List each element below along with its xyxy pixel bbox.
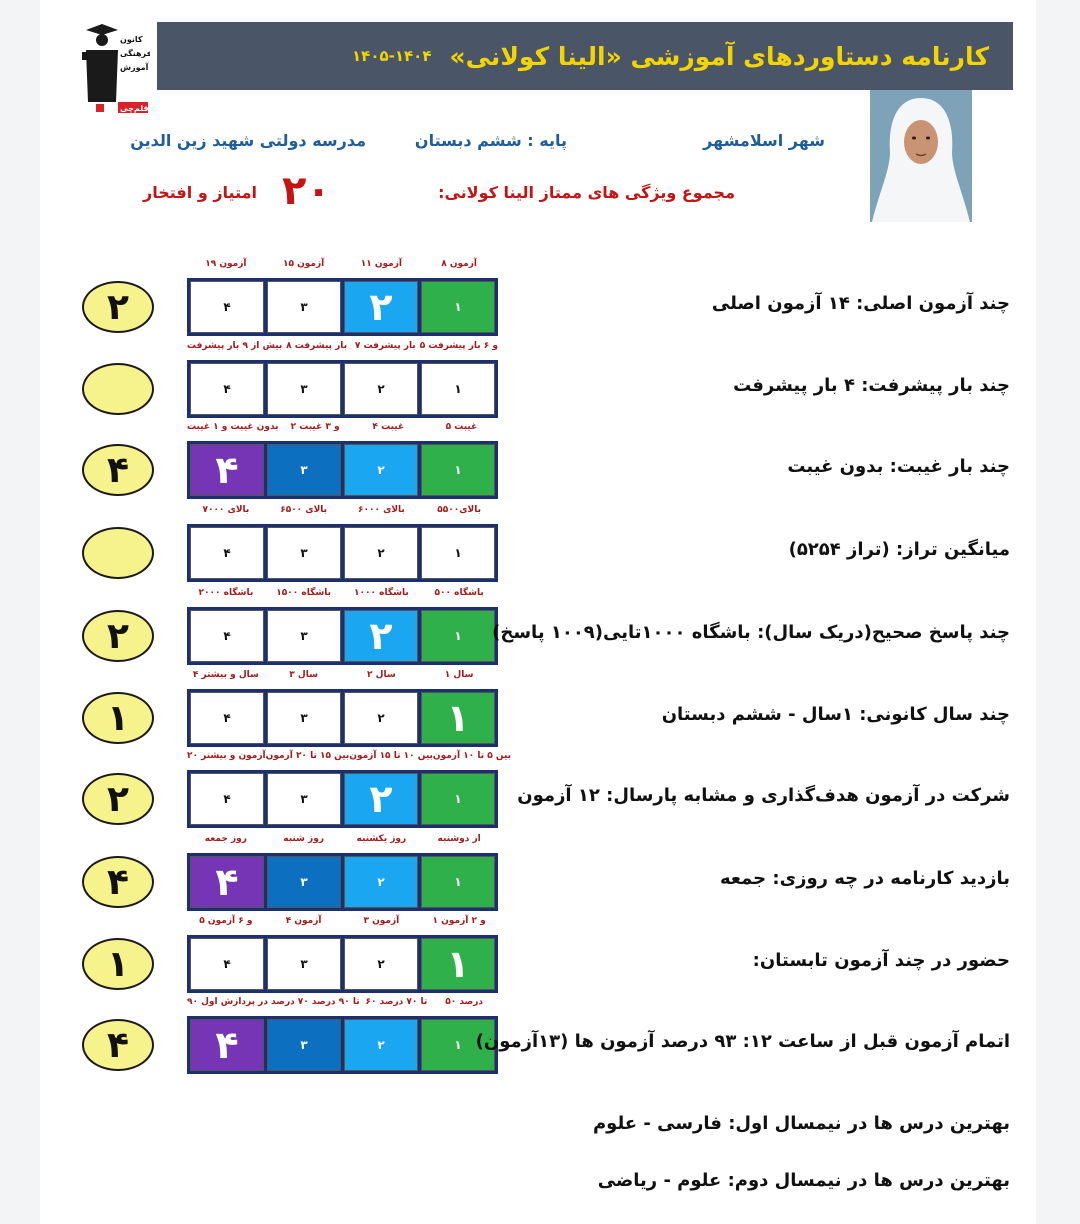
level-cell-1: ۱ <box>421 363 495 415</box>
row-score-circle: ۲ <box>82 610 154 662</box>
logo-line-2: فرهنگی <box>120 49 150 58</box>
scale-label: بیش از ۹ بار پیشرفت <box>187 341 283 351</box>
scale-label: ۵ غیبت <box>445 422 478 432</box>
level-grid <box>187 524 498 582</box>
level-cell-2: ۲ <box>344 444 418 496</box>
scale-label: ۱ سال <box>444 670 474 680</box>
row-scale-labels <box>187 670 498 684</box>
logo-line-3: آموزش <box>120 63 149 72</box>
scale-label: باشگاه ۲۰۰۰ <box>198 588 254 598</box>
row-score-circle: ۱ <box>82 938 154 990</box>
level-cell-2: ۲ <box>344 610 418 662</box>
scale-label: بالای۵۵۰۰ <box>437 505 481 515</box>
level-grid <box>187 770 498 828</box>
row-question: چند پاسخ صحیح(دریک سال): باشگاه ۱۰۰۰تایی(۱۰۰۹ پاسخ) <box>492 622 1010 643</box>
row-score-circle: ۴ <box>82 444 154 496</box>
scale-label: ۱۱ آزمون <box>360 259 403 269</box>
level-cell-2: ۲ <box>344 773 418 825</box>
scale-label: باشگاه ۱۵۰۰ <box>276 588 331 598</box>
level-cell-1: ۱ <box>421 527 495 579</box>
best-subjects-second-term: بهترین درس ها در نیمسال دوم: علوم - ریاضی <box>597 1170 1010 1191</box>
level-grid <box>187 441 498 499</box>
scale-label: ۷۰ تا ۹۰ درصد <box>297 997 360 1007</box>
scale-label: ۱۹ آزمون <box>205 259 247 269</box>
level-cell-4: ۴ <box>190 363 264 415</box>
level-cell-1: ۱ <box>421 1019 495 1071</box>
scale-label: بین ۱۰ تا ۱۵ آزمون <box>349 751 433 761</box>
level-cell-2: ۲ <box>344 363 418 415</box>
scale-label: بین ۱۵ تا ۲۰ آزمون <box>265 751 350 761</box>
scale-label: ۶۰ تا ۷۰ درصد <box>365 997 428 1007</box>
level-cell-3: ۳ <box>267 1019 341 1071</box>
scale-label: ۸ آزمون <box>441 259 478 269</box>
level-cell-2: ۲ <box>344 938 418 990</box>
row-scale-labels <box>187 341 498 355</box>
row-question: چند آزمون اصلی: ۱۴ آزمون اصلی <box>711 293 1010 314</box>
scale-label: روز شنبه <box>283 834 324 844</box>
level-cell-1: ۱ <box>421 444 495 496</box>
level-grid <box>187 853 498 911</box>
title-bar <box>157 22 1013 90</box>
level-cell-2: ۲ <box>344 281 418 333</box>
row-scale-labels <box>187 834 498 848</box>
scale-label: روز یکشنبه <box>356 834 407 844</box>
level-cell-4: ۴ <box>190 856 264 908</box>
scale-label: ۵۰ درصد <box>445 997 484 1007</box>
scale-label: ۱ و ۲ آزمون <box>432 916 486 926</box>
row-score-circle <box>82 527 154 579</box>
logo-line-4: قلم‌چی <box>120 104 149 113</box>
row-question: چند بار غیبت: بدون غیبت <box>787 456 1010 477</box>
level-cell-2: ۲ <box>344 1019 418 1071</box>
level-cell-4: ۴ <box>190 1019 264 1071</box>
row-score-circle: ۴ <box>82 856 154 908</box>
row-score-circle: ۲ <box>82 773 154 825</box>
level-cell-3: ۳ <box>267 363 341 415</box>
level-cell-1: ۱ <box>421 938 495 990</box>
level-cell-4: ۴ <box>190 527 264 579</box>
row-question: چند سال کانونی: ۱سال - ششم دبستان <box>661 704 1010 725</box>
row-question: حضور در چند آزمون تابستان: <box>752 950 1010 971</box>
row-score-circle: ۴ <box>82 1019 154 1071</box>
level-cell-2: ۲ <box>344 527 418 579</box>
student-grade: پایه : ششم دبستان <box>414 131 567 150</box>
row-question: شرکت در آزمون هدف‌گذاری و مشابه پارسال: ۱۲ آزمون <box>517 785 1010 806</box>
level-cell-4: ۴ <box>190 281 264 333</box>
scale-label: ۹۰ درصد در پردازش اول <box>187 997 295 1007</box>
row-question: چند بار پیشرفت: ۴ بار پیشرفت <box>733 375 1010 396</box>
row-scale-labels <box>187 422 498 436</box>
level-cell-1: ۱ <box>421 773 495 825</box>
scale-label: ۱۵ آزمون <box>282 259 325 269</box>
scale-label: بدون غیبت و ۱ غیبت <box>187 422 279 432</box>
row-scale-labels <box>187 259 498 273</box>
level-cell-4: ۴ <box>190 444 264 496</box>
best-subjects-first-term: بهترین درس ها در نیمسال اول: فارسی - علوم <box>592 1113 1010 1134</box>
student-city: شهر اسلامشهر <box>703 131 825 150</box>
row-score-circle: ۲ <box>82 281 154 333</box>
scale-label: ۴ غیبت <box>372 422 405 432</box>
level-cell-4: ۴ <box>190 610 264 662</box>
level-grid <box>187 689 498 747</box>
student-school: مدرسه دولتی شهید زین الدین <box>130 131 366 150</box>
level-cell-3: ۳ <box>267 281 341 333</box>
logo-line-1: کانون <box>120 35 143 44</box>
level-cell-2: ۲ <box>344 692 418 744</box>
level-cell-1: ۱ <box>421 692 495 744</box>
scale-label: ۸ بار پیشرفت <box>286 341 348 351</box>
scale-label: بین ۵ تا ۱۰ آزمون <box>432 751 512 761</box>
level-grid <box>187 360 498 418</box>
scale-label: ۵ و ۶ آزمون <box>199 916 253 926</box>
scale-label: بالای ۶۵۰۰ <box>280 505 328 515</box>
scale-label: بالای ۶۰۰۰ <box>357 505 405 515</box>
row-scale-labels <box>187 751 512 765</box>
level-grid <box>187 935 498 993</box>
row-question: میانگین تراز: (تراز ۵۲۵۴) <box>788 539 1010 560</box>
level-cell-3: ۳ <box>267 692 341 744</box>
scale-label: بالای ۷۰۰۰ <box>202 505 250 515</box>
scale-label: ۳ سال <box>289 670 318 680</box>
scale-label: ۳ آزمون <box>363 916 400 926</box>
level-cell-4: ۴ <box>190 692 264 744</box>
row-question: اتمام آزمون قبل از ساعت ۱۲: ۹۳ درصد آزمون ها (۱۳آزمون) <box>475 1031 1010 1052</box>
total-label: مجموع ویژگی های ممتاز الینا کولانی: <box>438 183 735 202</box>
row-score-circle <box>82 363 154 415</box>
level-cell-4: ۴ <box>190 773 264 825</box>
row-scale-labels <box>187 997 498 1011</box>
row-scale-labels <box>187 916 498 930</box>
row-question: بازدید کارنامه در چه روزی: جمعه <box>720 868 1010 889</box>
kanoon-logo <box>80 22 150 114</box>
level-cell-3: ۳ <box>267 444 341 496</box>
row-score-circle: ۱ <box>82 692 154 744</box>
level-cell-3: ۳ <box>267 527 341 579</box>
scale-label: ۴ آزمون <box>285 916 322 926</box>
level-cell-1: ۱ <box>421 856 495 908</box>
level-grid <box>187 607 498 665</box>
row-scale-labels <box>187 588 498 602</box>
level-cell-3: ۳ <box>267 610 341 662</box>
report-title: کارنامه دستاوردهای آموزشی «الینا کولانی» <box>449 41 989 71</box>
scale-label: روز جمعه <box>204 834 247 844</box>
level-cell-3: ۳ <box>267 856 341 908</box>
student-photo <box>870 90 972 222</box>
score-unit: امتیاز و افتخار <box>143 183 257 202</box>
scale-label: ۲ سال <box>367 670 396 680</box>
scale-label: باشگاه ۱۰۰۰ <box>354 588 409 598</box>
scale-label: ۲۰ آزمون و بیشتر <box>187 751 266 761</box>
level-cell-4: ۴ <box>190 938 264 990</box>
level-cell-1: ۱ <box>421 281 495 333</box>
scale-label: از دوشنبه <box>437 834 481 844</box>
scale-label: ۷ بار پیشرفت <box>354 341 416 351</box>
scale-label: باشگاه ۵۰۰ <box>434 588 484 598</box>
total-score: ۲۰ <box>282 168 331 214</box>
scale-label: ۲ و ۳ غیبت <box>290 422 340 432</box>
level-grid <box>187 278 498 336</box>
level-cell-1: ۱ <box>421 610 495 662</box>
level-cell-2: ۲ <box>344 856 418 908</box>
level-cell-3: ۳ <box>267 938 341 990</box>
academic-years: ۱۴۰۵-۱۴۰۴ <box>352 47 432 65</box>
level-cell-3: ۳ <box>267 773 341 825</box>
scale-label: ۵ و ۶ بار پیشرفت <box>419 341 498 351</box>
level-grid <box>187 1016 498 1074</box>
scale-label: ۴ سال و بیشتر <box>192 670 259 680</box>
row-scale-labels <box>187 505 498 519</box>
